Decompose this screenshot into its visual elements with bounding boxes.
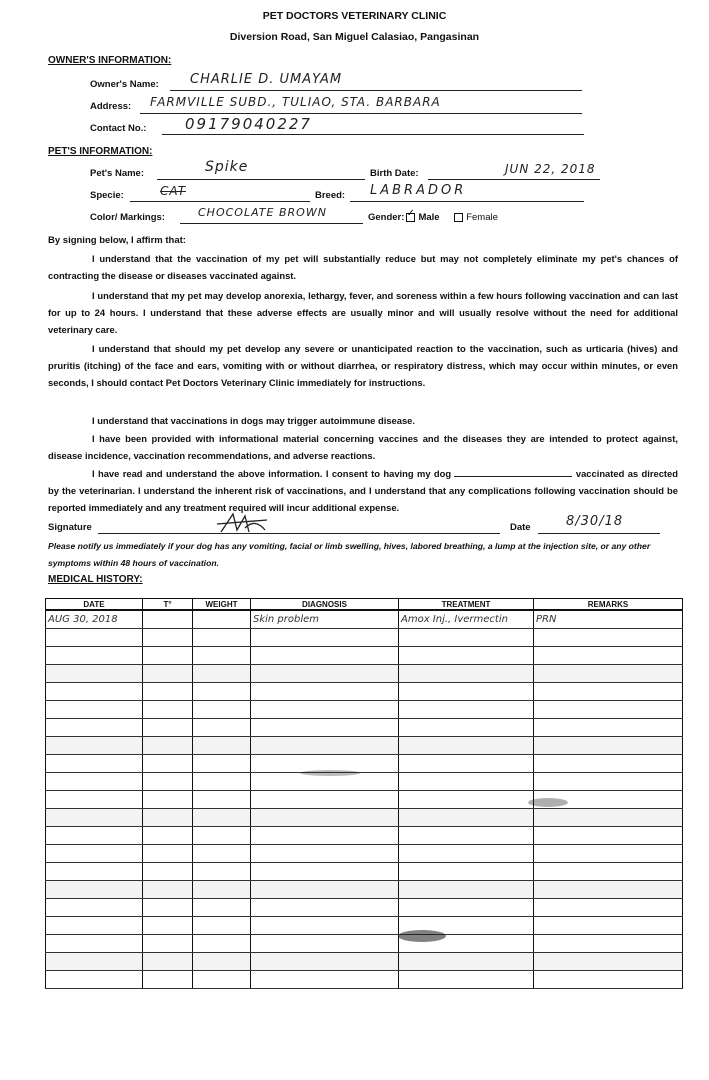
table-cell [399, 881, 534, 899]
table-cell [399, 737, 534, 755]
consent-p2-text: I understand that my pet may develop anorexia, lethargy, fever, and soreness within a few hours following vaccination and can last for up to 24 hours. I understand that these adverse effects are usually minor and will usually resolve without the need for additional veterinary care. [48, 290, 678, 336]
date-line [538, 533, 660, 534]
pet-name-label: Pet's Name: [90, 168, 145, 179]
consent-p6a-text: I have read and understand the above information. I consent to having my dog [92, 468, 452, 479]
table-cell [534, 809, 683, 827]
scan-smudge [398, 930, 446, 942]
table-cell [143, 610, 193, 629]
table-cell [143, 917, 193, 935]
table-cell [46, 647, 143, 665]
table-cell [399, 755, 534, 773]
signature-label: Signature [48, 522, 92, 533]
table-cell [46, 845, 143, 863]
owner-name-label: Owner's Name: [90, 79, 159, 90]
pet-name-value: Spike [205, 159, 249, 175]
table-cell [143, 701, 193, 719]
col-treatment: TREATMENT [399, 599, 534, 611]
table-row [46, 701, 683, 719]
table-cell [251, 647, 399, 665]
table-row [46, 881, 683, 899]
table-cell [46, 755, 143, 773]
table-cell [143, 845, 193, 863]
table-cell [143, 665, 193, 683]
specie-label: Specie: [90, 190, 124, 201]
table-cell [46, 863, 143, 881]
consent-paragraph-1 [48, 250, 678, 284]
female-checkbox[interactable] [454, 213, 463, 222]
consent-p5-text: I have been provided with informational material concerning vaccines and the diseases they are intended to protect against, disease incidence, vaccination recommendations, and adverse reactions. [48, 433, 678, 462]
clinic-address: Diversion Road, San Miguel Calasiao, Pangasinan [229, 31, 480, 43]
male-checkbox[interactable]: ✓ [406, 213, 415, 222]
consent-p4-text: I understand that vaccinations in dogs may trigger autoimmune disease. [92, 415, 415, 426]
table-cell [143, 863, 193, 881]
table-cell [193, 610, 251, 629]
table-cell [143, 953, 193, 971]
table-cell [251, 737, 399, 755]
table-cell [399, 647, 534, 665]
consent-paragraph-2 [48, 287, 678, 339]
table-cell [193, 737, 251, 755]
table-row [46, 917, 683, 935]
table-cell [143, 881, 193, 899]
table-cell [251, 665, 399, 683]
table-row [46, 610, 683, 629]
col-diagnosis: DIAGNOSIS [251, 599, 399, 611]
table-cell [399, 683, 534, 701]
table-cell [251, 899, 399, 917]
table-cell [251, 935, 399, 953]
specie-line [130, 201, 310, 202]
table-cell [46, 881, 143, 899]
consent-paragraph-5 [48, 430, 678, 464]
table-cell [193, 899, 251, 917]
col-date: DATE [46, 599, 143, 611]
table-row [46, 953, 683, 971]
table-cell [251, 701, 399, 719]
table-cell [143, 755, 193, 773]
table-cell [534, 881, 683, 899]
table-row [46, 737, 683, 755]
table-row [46, 863, 683, 881]
birth-date-label: Birth Date: [370, 168, 419, 179]
date-value: 8/30/18 [566, 514, 624, 529]
color-markings-value: CHOCOLATE BROWN [198, 206, 327, 219]
consent-p6b-text: vaccinated as directed by the veterinarian. I understand the inherent risk of vaccinations, and I understand that any complications following vaccination should be reported immediately and any treatment required will incur additional expense. [48, 468, 678, 514]
table-cell [143, 683, 193, 701]
contact-value: 09179040227 [185, 115, 312, 133]
signature-line[interactable] [98, 533, 500, 534]
table-cell [143, 809, 193, 827]
contact-line [162, 134, 584, 135]
table-cell [251, 809, 399, 827]
table-cell [534, 899, 683, 917]
table-cell [46, 665, 143, 683]
table-cell [143, 827, 193, 845]
table-cell [46, 683, 143, 701]
table-cell [399, 827, 534, 845]
table-cell [399, 863, 534, 881]
table-cell [46, 917, 143, 935]
table-cell [534, 845, 683, 863]
table-cell [399, 971, 534, 989]
table-cell [143, 791, 193, 809]
table-cell [193, 971, 251, 989]
table-cell [193, 863, 251, 881]
consent-p3-text: I understand that should my pet develop any severe or unanticipated reaction to the vaccination, such as urticaria (hives) and pruritis (itching) of the face and ears, vomiting with or without diarrhea, or respiratory distress, which may occur within minutes, or even seconds, I should contact Pet Doctors Veterinary Clinic immediately for instructions. [48, 343, 678, 389]
table-row [46, 827, 683, 845]
notify-note: Please notify us immediately if your dog has any vomiting, facial or limb swelling, hives, labored breathing, a lump at the injection site, or any other symptoms within 48 hours of vaccination. [48, 541, 651, 568]
table-cell [399, 809, 534, 827]
table-cell [399, 845, 534, 863]
table-cell [193, 773, 251, 791]
signature-scribble [215, 510, 275, 538]
table-cell [193, 845, 251, 863]
table-cell: PRN [534, 610, 683, 629]
table-cell [46, 701, 143, 719]
scan-smudge [300, 770, 360, 776]
owner-address-label: Address: [90, 101, 132, 112]
table-cell [46, 791, 143, 809]
table-cell [46, 773, 143, 791]
table-cell [534, 773, 683, 791]
table-cell [251, 863, 399, 881]
female-label: Female [466, 212, 498, 223]
table-cell [399, 665, 534, 683]
table-header-row [46, 599, 683, 611]
table-row [46, 809, 683, 827]
birth-date-line [428, 179, 600, 180]
gender-field [368, 207, 498, 223]
male-label: Male [418, 212, 440, 223]
table-cell [534, 665, 683, 683]
table-cell [251, 629, 399, 647]
table-cell [193, 701, 251, 719]
table-cell [143, 737, 193, 755]
contact-label: Contact No.: [90, 123, 147, 134]
table-cell [534, 935, 683, 953]
table-row [46, 773, 683, 791]
table-row [46, 899, 683, 917]
color-markings-line [180, 223, 363, 224]
table-cell [534, 719, 683, 737]
table-cell [46, 827, 143, 845]
table-cell: Skin problem [251, 610, 399, 629]
col-temperature: T° [143, 599, 193, 611]
table-cell [534, 629, 683, 647]
table-cell [534, 917, 683, 935]
birth-date-value: JUN 22, 2018 [505, 162, 596, 176]
table-cell [399, 701, 534, 719]
table-cell [251, 845, 399, 863]
table-cell [193, 719, 251, 737]
table-cell [534, 971, 683, 989]
consent-paragraph-4 [48, 412, 678, 429]
col-remarks: REMARKS [534, 599, 683, 611]
table-cell [143, 773, 193, 791]
table-cell [193, 629, 251, 647]
table-cell [46, 809, 143, 827]
consent-p1-text: I understand that the vaccination of my pet will substantially reduce but may not completely eliminate my pet's chances of contracting the disease or diseases vaccinated against. [48, 253, 678, 282]
table-cell [193, 683, 251, 701]
table-cell [46, 971, 143, 989]
table-row [46, 647, 683, 665]
table-cell [534, 701, 683, 719]
table-cell [193, 647, 251, 665]
table-cell [193, 809, 251, 827]
consent-paragraph-3 [48, 340, 678, 392]
table-row [46, 755, 683, 773]
consent-paragraph-6 [48, 465, 678, 517]
consent-intro: By signing below, I affirm that: [48, 235, 186, 246]
table-cell [46, 629, 143, 647]
table-cell [143, 935, 193, 953]
table-row [46, 719, 683, 737]
table-row [46, 665, 683, 683]
table-cell [143, 629, 193, 647]
col-weight: WEIGHT [193, 599, 251, 611]
medical-history-title: MEDICAL HISTORY: [48, 574, 143, 585]
table-cell [534, 863, 683, 881]
table-cell [534, 755, 683, 773]
table-cell [251, 827, 399, 845]
table-cell [46, 935, 143, 953]
date-label: Date [510, 522, 531, 533]
table-cell [193, 917, 251, 935]
table-cell [399, 773, 534, 791]
table-cell [193, 935, 251, 953]
table-cell [46, 719, 143, 737]
table-cell [193, 755, 251, 773]
owner-name-line [170, 90, 582, 91]
table-cell [46, 737, 143, 755]
medical-history-table [45, 598, 683, 989]
table-cell [193, 827, 251, 845]
table-cell [143, 647, 193, 665]
table-cell [399, 953, 534, 971]
table-row [46, 629, 683, 647]
table-cell [534, 683, 683, 701]
table-cell [251, 953, 399, 971]
clinic-name: PET DOCTORS VETERINARY CLINIC [262, 10, 447, 22]
table-cell [251, 719, 399, 737]
owner-name-value: CHARLIE D. UMAYAM [190, 72, 343, 87]
table-cell [251, 791, 399, 809]
table-cell [399, 791, 534, 809]
table-cell [143, 899, 193, 917]
table-cell [193, 881, 251, 899]
table-cell [251, 881, 399, 899]
table-row [46, 791, 683, 809]
owner-address-line [140, 113, 582, 114]
table-cell [251, 917, 399, 935]
owner-section-title: OWNER'S INFORMATION: [48, 55, 172, 66]
table-cell [251, 683, 399, 701]
table-cell [46, 899, 143, 917]
table-cell [399, 719, 534, 737]
table-cell [399, 899, 534, 917]
gender-label: Gender: [368, 212, 405, 223]
table-cell: Amox Inj., Ivermectin [399, 610, 534, 629]
table-cell [143, 971, 193, 989]
table-cell [46, 953, 143, 971]
table-cell [251, 971, 399, 989]
table-cell [193, 665, 251, 683]
scan-smudge [528, 798, 568, 807]
table-cell [534, 827, 683, 845]
breed-value: LABRADOR [370, 183, 467, 198]
table-cell: AUG 30, 2018 [46, 610, 143, 629]
table-cell [534, 647, 683, 665]
specie-value: CAT [160, 184, 187, 198]
table-cell [193, 791, 251, 809]
table-cell [534, 953, 683, 971]
color-markings-label: Color/ Markings: [90, 212, 165, 223]
breed-line [350, 201, 584, 202]
table-row [46, 935, 683, 953]
pet-name-line [157, 179, 365, 180]
table-cell [193, 953, 251, 971]
dog-name-blank[interactable] [454, 467, 572, 477]
table-cell [399, 629, 534, 647]
table-cell [534, 737, 683, 755]
table-row [46, 971, 683, 989]
table-row [46, 683, 683, 701]
pet-section-title: PET'S INFORMATION: [48, 146, 153, 157]
owner-address-value: FARMVILLE SUBD., TULIAO, STA. BARBARA [150, 95, 441, 109]
table-cell [143, 719, 193, 737]
table-row [46, 845, 683, 863]
breed-label: Breed: [315, 190, 346, 201]
